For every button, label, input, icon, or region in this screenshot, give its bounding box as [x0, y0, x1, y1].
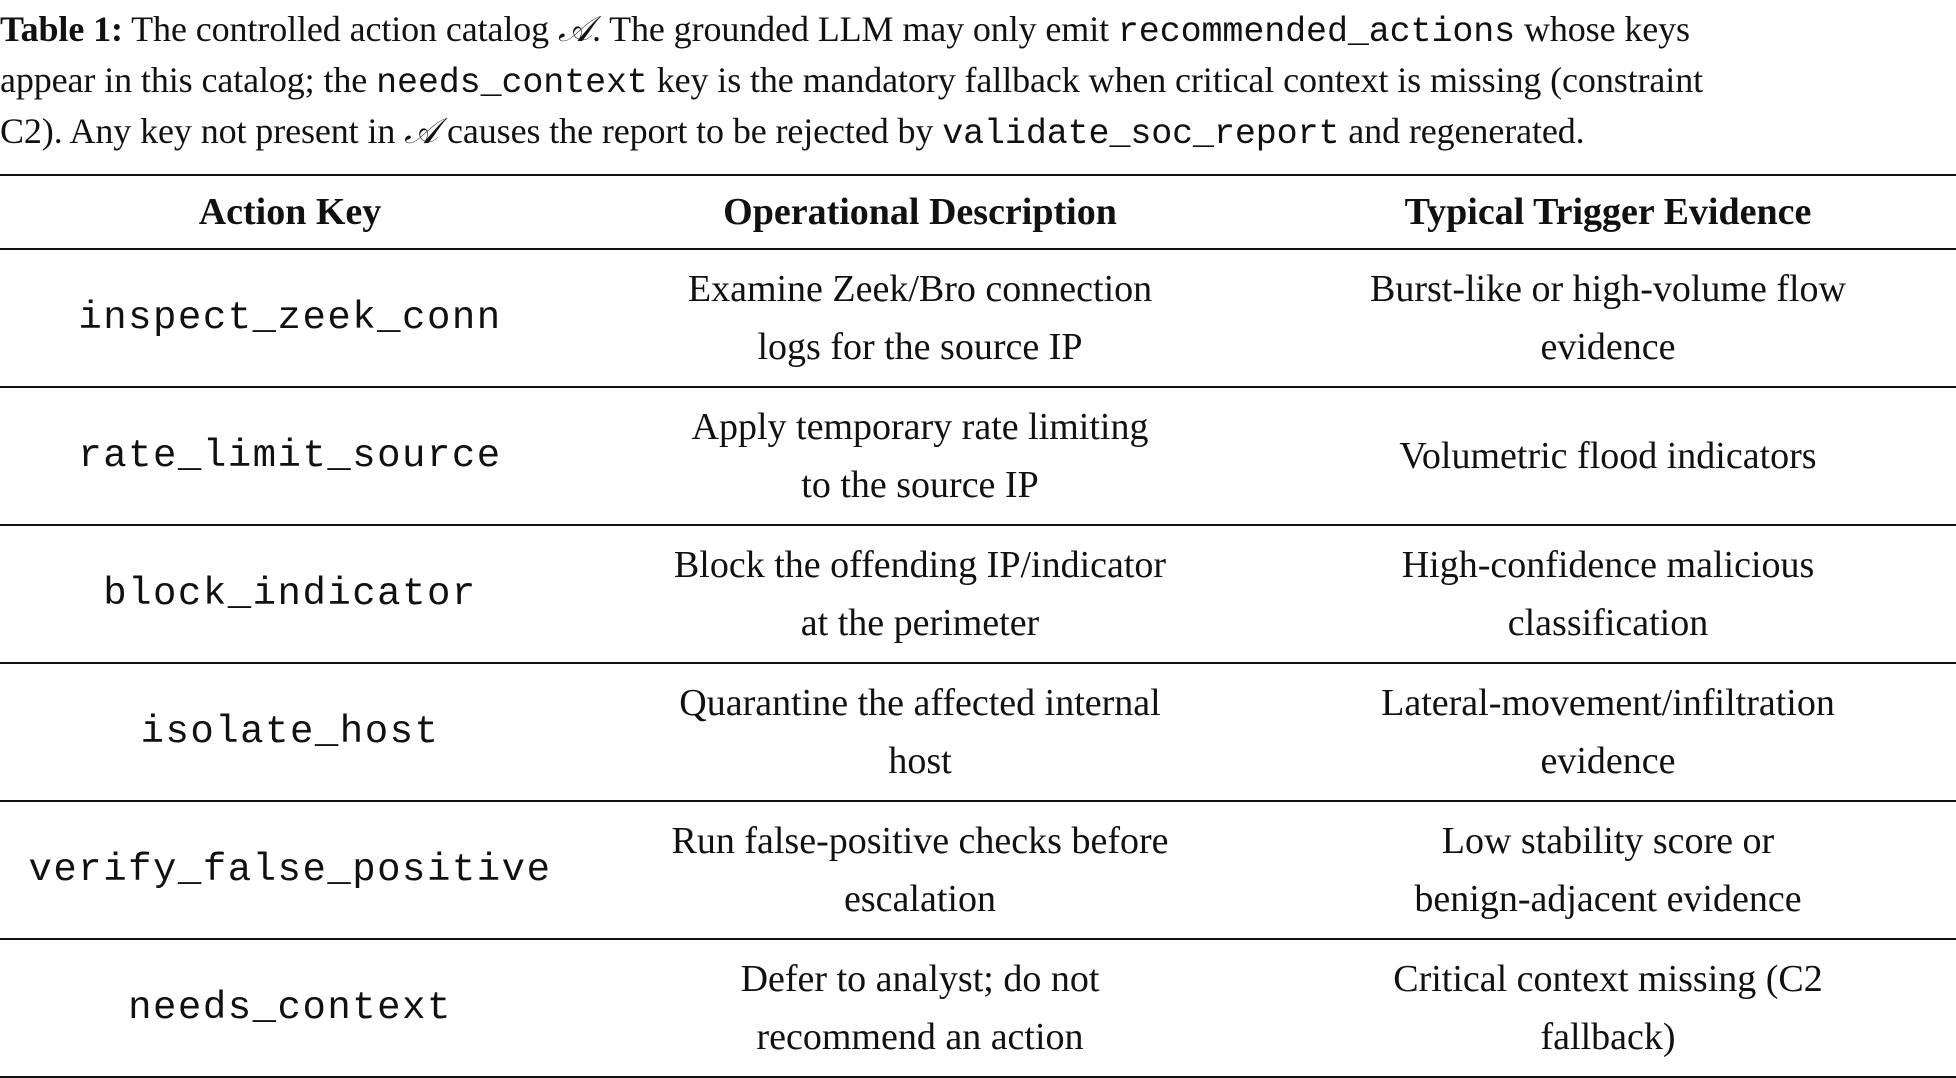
- table-caption: [0, 4, 1956, 157]
- description-cell: Defer to analyst; do not recommend an action: [740, 958, 1100, 1058]
- column-header-trigger: Typical Trigger Evidence: [1404, 191, 1812, 233]
- description-cell: Quarantine the affected internal host: [679, 682, 1161, 782]
- description-cell: Block the offending IP/indicator at the perimeter: [673, 544, 1167, 644]
- action-catalog-symbol: 𝒜: [404, 111, 439, 152]
- table-row: [0, 801, 1956, 939]
- action-catalog-table: [0, 174, 1956, 1078]
- column-header-action-key: Action Key: [198, 191, 382, 233]
- table-row: [0, 663, 1956, 801]
- trigger-cell: High-confidence malicious classification: [1401, 544, 1815, 644]
- table-row: [0, 249, 1956, 387]
- action-catalog-symbol: 𝒜: [557, 9, 592, 50]
- action-key-cell: needs_context: [128, 986, 452, 1030]
- table-row: [0, 387, 1956, 525]
- trigger-cell: Lateral-movement/infiltration evidence: [1381, 682, 1835, 782]
- action-key-cell: rate_limit_source: [78, 434, 502, 478]
- column-header-description: Operational Description: [723, 191, 1117, 233]
- caption-label: Table 1:: [0, 9, 123, 49]
- code-term: recommended_actions: [1117, 12, 1516, 52]
- description-cell: Examine Zeek/Bro connection logs for the source IP: [687, 268, 1153, 368]
- description-cell: Apply temporary rate limiting to the source IP: [691, 406, 1149, 506]
- code-term: validate_soc_report: [942, 114, 1340, 154]
- action-key-cell: inspect_zeek_conn: [78, 296, 502, 340]
- table-row: [0, 939, 1956, 1077]
- trigger-cell: Burst-like or high-volume flow evidence: [1370, 268, 1846, 368]
- action-key-cell: block_indicator: [103, 572, 477, 616]
- trigger-cell: Volumetric flood indicators: [1399, 435, 1817, 477]
- table-header-row: [0, 175, 1956, 249]
- description-cell: Run false-positive checks before escalation: [671, 820, 1169, 920]
- table-row: [0, 525, 1956, 663]
- action-key-cell: verify_false_positive: [28, 848, 552, 892]
- trigger-cell: Low stability score or benign-adjacent evidence: [1414, 820, 1802, 920]
- code-term: needs_context: [376, 63, 648, 103]
- action-key-cell: isolate_host: [140, 710, 440, 754]
- caption-line-3: C2). Any key not present in 𝒜 causes the report to be rejected by validate_soc_report and regenerated.: [0, 111, 1585, 154]
- trigger-cell: Critical context missing (C2 fallback): [1393, 958, 1823, 1058]
- caption-line-1: Table 1: The controlled action catalog 𝒜. The grounded LLM may only emit recommended_actions whose keys: [0, 9, 1690, 52]
- caption-line-2: appear in this catalog; the needs_context key is the mandatory fallback when critical context is missing (constraint: [0, 60, 1704, 103]
